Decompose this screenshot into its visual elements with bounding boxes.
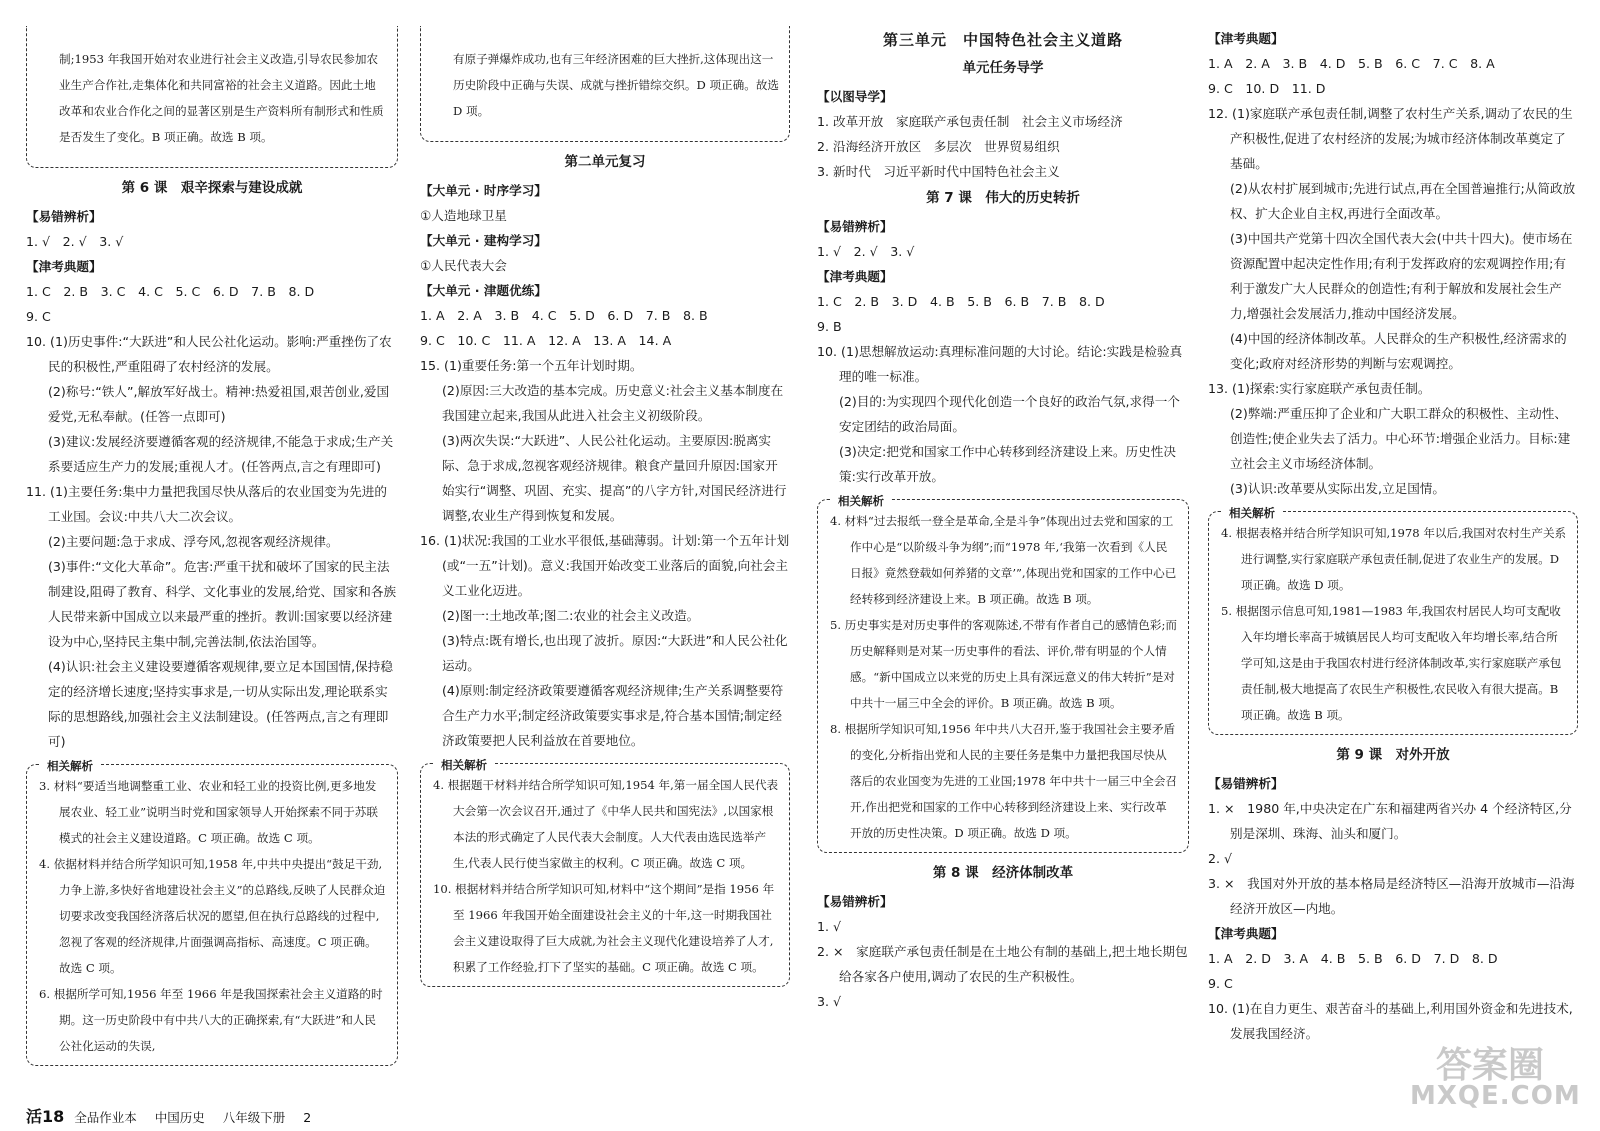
- answer-item: 10. (1)在自力更生、艰苦奋斗的基础上,利用国外资金和先进技术,发展我国经济。: [1208, 1001, 1573, 1041]
- section-tag: 【津考典题】: [1208, 31, 1284, 46]
- answer-item: 10. (1)历史事件:“大跃进”和人民公社化运动。影响:严重挫伤了农民的积极性,严重阻碍了农村经济的发展。: [26, 334, 392, 375]
- answer-item: (3)中国共产党第十四次全国代表大会(中共十四大)。使市场在资源配置中起决定性作用;有利于发挥政府的宏观调控作用;有利于激发广大人民群众的创造性;有利于解放和发展社会生产力,增强社会发展活力,推动中国经济发展。: [1230, 231, 1573, 321]
- answer-line: 1. √ 2. √ 3. √: [817, 244, 915, 259]
- answer-line: ①人民代表大会: [420, 258, 507, 274]
- analysis-box: [817, 494, 1189, 853]
- analysis-text: 制;1953 年我国开始对农业进行社会主义改造,引导农民参加农业生产合作社,走集体化和共同富裕的社会主义道路。因此土地改革和农业合作化之间的显著区别是生产资料所有制形式和性质是否发生了变化。B 项正确。故选 B 项。: [59, 51, 384, 144]
- page-footer: [26, 1104, 325, 1130]
- section-tag: 【易错辨析】: [1208, 776, 1284, 791]
- analysis-item: 10. 根据材料并结合所学知识可知,材料中“这个期间”是指 1956 年至 1966 年我国开始全面建设社会主义的十年,这一时期我国社会主义建设取得了巨大成就,为社会主义现代化建设培养了人才,积累了工作经验,打下了坚实的基础。C 项正确。故选 C 项。: [433, 882, 775, 975]
- analysis-box-label: 相关解析: [435, 752, 493, 778]
- analysis-item: 4. 材料“过去报纸一登全是革命,全是斗争”体现出过去党和国家的工作中心是“以阶级斗争为纲”;而“1978 年,‘我第一次看到《人民日报》竟然登载如何养猪的文章’”,体现出党和国家的工作中心已经转移到经济建设上来。B 项正确。故选 B 项。: [830, 514, 1177, 606]
- answer-line: 1. √ 2. √ 3. √: [26, 234, 124, 250]
- analysis-item: 6. 根据所学可知,1956 年至 1966 年是我国探索社会主义道路的时期。这一历史阶段中有中共八大的正确探索,有“大跃进”和人民公社化运动的失误,: [39, 987, 383, 1054]
- lesson-title: 第 9 课 对外开放: [1336, 747, 1450, 763]
- analysis-box-continued: [420, 26, 790, 142]
- lesson-title: 第 8 课 经济体制改革: [932, 865, 1074, 881]
- analysis-box-continued: [26, 26, 398, 168]
- answer-item: (4)原则:制定经济政策要遵循客观经济规律;生产关系调整要符合生产力水平;制定经济政策要实事求是,符合基本国情;制定经济政策要把人民利益放在首要地位。: [442, 683, 784, 749]
- answer-line: 1. √: [817, 919, 842, 934]
- page-number: 活18: [26, 1107, 65, 1126]
- lesson-title: 第 7 课 伟大的历史转折: [926, 190, 1080, 206]
- analysis-box-label: 相关解析: [1223, 500, 1281, 526]
- answer-line: 2. 沿海经济开放区 多层次 世界贸易组织: [817, 139, 1060, 154]
- analysis-item: 4. 依据材料并结合所学知识可知,1958 年,中共中央提出“鼓足干劲,力争上游,多快好省地建设社会主义”的总路线,反映了人民群众迫切要求改变我国经济落后状况的愿望,但在执行总路线的过程中,忽视了客观的经济规律,片面强调高指标、高速度。C 项正确。故选 C 项。: [39, 857, 386, 976]
- answer-item: (4)中国的经济体制改革。人民群众的生产积极性,经济需求的变化;政府对经济形势的判断与宏观调控。: [1230, 331, 1567, 371]
- answer-item: (2)目的:为实现四个现代化创造一个良好的政治气氛,求得一个安定团结的政治局面。: [839, 394, 1180, 434]
- answer-item: (3)认识:改革要从实际出发,立足国情。: [1230, 481, 1445, 496]
- answer-item: (2)主要问题:急于求成、浮夸风,忽视客观经济规律。: [48, 534, 339, 550]
- answer-item: (2)弊端:严重压抑了企业和广大职工群众的积极性、主动性、创造性;使企业失去了活力。中心环节:增强企业活力。目标:建立社会主义市场经济体制。: [1230, 406, 1571, 471]
- answer-line: 1. 改革开放 家庭联产承包责任制 社会主义市场经济: [817, 114, 1123, 129]
- answer-line: 9. C 10. D 11. D: [1208, 81, 1326, 96]
- column-2: [420, 26, 790, 995]
- answer-item: (3)事件:“文化大革命”。危害:严重干扰和破坏了国家的民主法制建设,阻碍了教育、科学、文化事业的发展,给党、国家和各族人民带来新中国成立以来最严重的挫折。教训:国家要以经济建设为中心,坚持民主集中制,完善法制,依法治国等。: [48, 559, 397, 650]
- answer-line: 1. A 2. A 3. B 4. C 5. D 6. D 7. B 8. B: [420, 308, 708, 324]
- analysis-item: 5. 历史事实是对历史事件的客观陈述,不带有作者自己的感情色彩;而历史解释则是对某一历史事件的看法、评价,带有明显的个人情感。“新中国成立以来党的历史上具有深远意义的伟大转折”是对中共十一届三中全会的评价。B 项正确。故选 B 项。: [830, 618, 1177, 710]
- analysis-box: [420, 758, 790, 987]
- analysis-text: 有原子弹爆炸成功,也有三年经济困难的巨大挫折,这体现出这一历史阶段中正确与失误、成就与挫折错综交织。D 项正确。故选 D 项。: [453, 51, 780, 118]
- answer-line: 1. C 2. B 3. C 4. C 5. C 6. D 7. B 8. D: [26, 284, 315, 300]
- answer-item: (2)原因:三大改造的基本完成。历史意义:社会主义基本制度在我国建立起来,我国从此进入社会主义初级阶段。: [442, 383, 784, 424]
- answer-item: (2)称号:“铁人”,解放军好战士。精神:热爱祖国,艰苦创业,爱国爱党,无私奉献。(任答一点即可): [48, 384, 390, 425]
- answer-line: 1. C 2. B 3. D 4. B 5. B 6. B 7. B 8. D: [817, 294, 1105, 309]
- answer-line: 3. 新时代 习近平新时代中国特色社会主义: [817, 164, 1060, 179]
- book-name: 全品作业本: [74, 1110, 137, 1125]
- section-title: 单元任务导学: [962, 60, 1044, 76]
- unit-title: 第三单元 中国特色社会主义道路: [882, 31, 1123, 49]
- answer-item: (2)图一:土地改革;图二:农业的社会主义改造。: [442, 608, 700, 624]
- answer-line: 1. A 2. D 3. A 4. B 5. B 6. D 7. D 8. D: [1208, 951, 1498, 966]
- answer-line: 9. C: [26, 309, 51, 325]
- analysis-box-label: 相关解析: [41, 753, 99, 779]
- answer-item: 12. (1)家庭联产承包责任制,调整了农村生产关系,调动了农民的生产积极性,促进了农村经济的发展;为城市经济体制改革奠定了基础。: [1208, 106, 1573, 171]
- section-tag: 【易错辨析】: [817, 219, 893, 234]
- watermark-text: 答案圈: [1435, 1045, 1544, 1086]
- answer-item: (2)从农村扩展到城市;先进行试点,再在全国普遍推行;从简政放权、扩大企业自主权,再进行全面改革。: [1230, 181, 1576, 221]
- answer-item: 1. × 1980 年,中央决定在广东和福建两省兴办 4 个经济特区,分别是深圳、珠海、汕头和厦门。: [1208, 801, 1572, 841]
- answer-item: (3)两次失误:“大跃进”、人民公社化运动。主要原因:脱离实际、急于求成,忽视客观经济规律。粮食产量回升原因:国家开始实行“调整、巩固、充实、提高”的八字方针,对国民经济进行调整,农业生产得到恢复和发展。: [442, 433, 787, 524]
- answer-item: 13. (1)探索:实行家庭联产承包责任制。: [1208, 381, 1431, 396]
- answer-item: 11. (1)主要任务:集中力量把我国尽快从落后的农业国变为先进的工业国。会议:中共八大二次会议。: [26, 484, 387, 525]
- answer-item: (3)决定:把党和国家工作中心转移到经济建设上来。历史性决策:实行改革开放。: [839, 444, 1176, 484]
- answer-line: 9. B: [817, 319, 842, 334]
- column-3: [817, 26, 1189, 1014]
- answer-line: 9. C 10. C 11. A 12. A 13. A 14. A: [420, 333, 672, 349]
- answer-item: (4)认识:社会主义建设要遵循客观规律,要立足本国国情,保持稳定的经济增长速度;坚持实事求是,一切从实际出发,理论联系实际的思想路线,加强社会主义法制建设。(任答两点,言之有理即可): [48, 659, 393, 750]
- answer-item: 16. (1)状况:我国的工业水平很低,基础薄弱。计划:第一个五年计划(或“一五”计划)。意义:我国开始改变工业落后的面貌,向社会主义工业化迈进。: [420, 533, 790, 599]
- subject-name: 中国历史: [154, 1110, 205, 1125]
- answer-item: 10. (1)思想解放运动:真理标准问题的大讨论。结论:实践是检验真理的唯一标准。: [817, 344, 1183, 384]
- volume-number: 2: [303, 1110, 312, 1125]
- analysis-item: 4. 根据题干材料并结合所学知识可知,1954 年,第一届全国人民代表大会第一次会议召开,通过了《中华人民共和国宪法》,以国家根本法的形式确定了人民代表大会制度。人大代表由选民选举产生,代表人民行使当家做主的权利。C 项正确。故选 C 项。: [433, 778, 779, 871]
- section-tag: 【津考典题】: [26, 259, 102, 275]
- section-tag: 【大单元 · 建构学习】: [420, 233, 547, 249]
- analysis-box: [1208, 506, 1578, 735]
- answer-item: (3)特点:既有增长,也出现了波折。原因:“大跃进”和人民公社化运动。: [442, 633, 788, 674]
- answer-line: 2. √: [1208, 851, 1233, 866]
- section-tag: 【大单元 · 时序学习】: [420, 183, 547, 199]
- analysis-item: 3. 材料“要适当地调整重工业、农业和轻工业的投资比例,更多地发展农业、轻工业”说明当时党和国家领导人开始探索不同于苏联模式的社会主义建设道路。C 项正确。故选 C 项。: [39, 779, 378, 846]
- watermark-logo: [1410, 1045, 1581, 1121]
- section-title: 第二单元复习: [564, 154, 646, 171]
- column-1: [26, 26, 398, 1074]
- analysis-item: 8. 根据所学知识可知,1956 年中共八大召开,鉴于我国社会主要矛盾的变化,分析指出党和人民的主要任务是集中力量把我国尽快从落后的农业国变为先进的工业国;1978 年中共十一届三中全会召开,作出把党和国家的工作中心转移到经济建设上来、实行改革开放的历史性决策。D 项正确。故选 D 项。: [830, 722, 1177, 840]
- answer-line: 3. √: [817, 994, 842, 1009]
- watermark-url: MXQE.COM: [1410, 1081, 1581, 1111]
- section-tag: 【易错辨析】: [817, 894, 893, 909]
- section-tag: 【津考典题】: [1208, 926, 1284, 941]
- column-4: [1208, 26, 1578, 1046]
- answer-line: 9. C: [1208, 976, 1233, 991]
- answer-item: (3)建议:发展经济要遵循客观的经济规律,不能急于求成;生产关系要适应生产力的发展;重视人才。(任答两点,言之有理即可): [48, 434, 394, 475]
- answer-line: ①人造地球卫星: [420, 208, 507, 224]
- analysis-box-label: 相关解析: [832, 488, 890, 514]
- lesson-title: 第 6 课 艰辛探索与建设成就: [121, 180, 303, 197]
- analysis-item: 5. 根据图示信息可知,1981—1983 年,我国农村居民人均可支配收入年均增长率高于城镇居民人均可支配收入年均增长率,结合所学可知,这是由于我国农村进行经济体制改革,实行家庭联产承包责任制,极大地提高了农民生产积极性,农民收入有很大提高。B 项正确。故选 B 项。: [1221, 604, 1562, 722]
- answer-item: 3. × 我国对外开放的基本格局是经济特区—沿海开放城市—沿海经济开放区—内地。: [1208, 876, 1575, 916]
- section-tag: 【津考典题】: [817, 269, 893, 284]
- section-tag: 【易错辨析】: [26, 209, 102, 225]
- answer-item: 15. (1)重要任务:第一个五年计划时期。: [420, 358, 643, 374]
- analysis-box: [26, 759, 398, 1066]
- analysis-item: 4. 根据表格并结合所学知识可知,1978 年以后,我国对农村生产关系进行调整,实行家庭联产承包责任制,促进了农业生产的发展。D 项正确。故选 D 项。: [1221, 526, 1567, 592]
- section-tag: 【大单元 · 津题优练】: [420, 283, 547, 299]
- answer-item: 2. × 家庭联产承包责任制是在土地公有制的基础上,把土地长期包给各家各户使用,调动了农民的生产积极性。: [817, 944, 1188, 984]
- section-tag: 【以图导学】: [817, 89, 893, 104]
- grade-name: 八年级下册: [222, 1110, 286, 1125]
- answer-line: 1. A 2. A 3. B 4. D 5. B 6. C 7. C 8. A: [1208, 56, 1495, 71]
